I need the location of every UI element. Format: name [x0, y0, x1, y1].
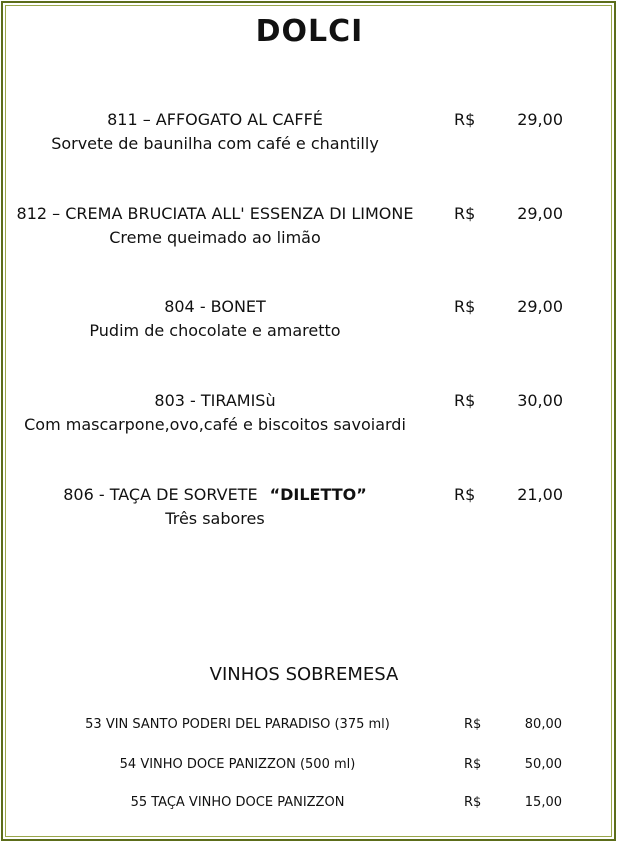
wine-name: 55 TAÇA VINHO DOCE PANIZZON [130, 795, 345, 810]
wine-name: 53 VIN SANTO PODERI DEL PARADISO (375 ml) [85, 717, 390, 732]
item-price: 29,00 [517, 204, 563, 223]
item-price: 29,00 [517, 110, 563, 129]
wine-currency: R$ [464, 757, 482, 772]
item-currency: R$ [454, 110, 476, 129]
item-currency: R$ [454, 485, 476, 504]
wine-price: 50,00 [524, 757, 562, 772]
item-name-text: 806 - TAÇA DE SORVETE [63, 485, 258, 504]
item-name: 812 – CREMA BRUCIATA ALL' ESSENZA DI LIMONE [16, 204, 414, 223]
wine-currency: R$ [464, 717, 482, 732]
wine-price: 15,00 [524, 795, 562, 810]
item-description: Sorvete de baunilha com café e chantilly [51, 134, 379, 153]
wines-section-title: VINHOS SOBREMESA [209, 664, 399, 685]
page-title: DOLCI [255, 14, 364, 49]
item-currency: R$ [454, 204, 476, 223]
item-name: 811 – AFFOGATO AL CAFFÉ [107, 110, 323, 129]
item-description: Creme queimado ao limão [109, 228, 321, 247]
item-price: 21,00 [517, 485, 563, 504]
item-price: 30,00 [517, 391, 563, 410]
item-name: 804 - BONET [164, 297, 266, 316]
wine-name: 54 VINHO DOCE PANIZZON (500 ml) [119, 757, 356, 772]
item-currency: R$ [454, 391, 476, 410]
wine-price: 80,00 [524, 717, 562, 732]
item-highlight: “DILETTO” [269, 485, 367, 504]
item-price: 29,00 [517, 297, 563, 316]
item-name [0, 485, 430, 504]
item-description: Pudim de chocolate e amaretto [89, 321, 341, 340]
item-description: Com mascarpone,ovo,café e biscoitos savoiardi [24, 415, 406, 434]
item-description: Três sabores [165, 509, 265, 528]
item-currency: R$ [454, 297, 476, 316]
item-name: 803 - TIRAMISù [154, 391, 276, 410]
wine-currency: R$ [464, 795, 482, 810]
